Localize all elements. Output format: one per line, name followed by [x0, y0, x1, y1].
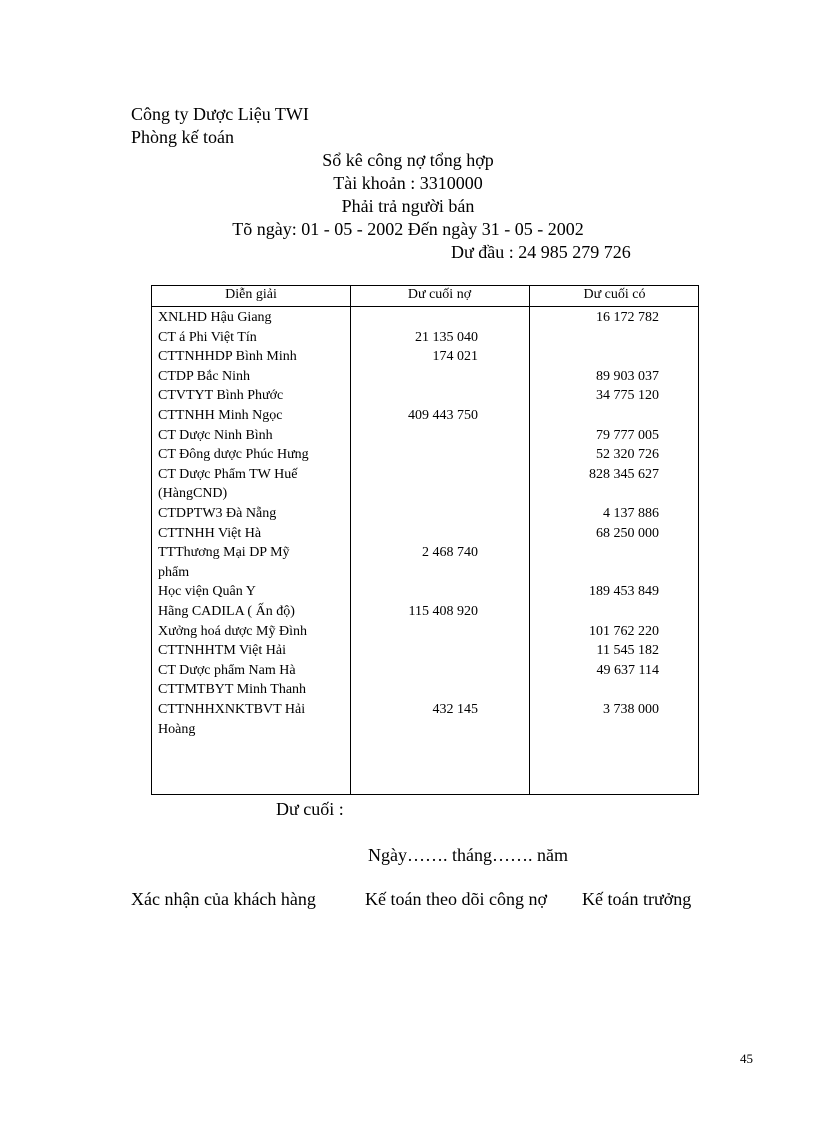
row-credit: 189 453 849 [589, 584, 659, 600]
table-row [152, 543, 700, 563]
row-description: CTTNHHDP Bình Minh [158, 349, 297, 365]
column-header-description: Diễn giải [225, 287, 277, 302]
account-subject: Phải trả người bán [341, 196, 475, 216]
ledger-table [151, 285, 699, 795]
row-description: TTThương Mại DP Mỹ [158, 545, 290, 561]
opening-balance: Dư đầu : 24 985 279 726 [451, 242, 631, 262]
row-credit: 3 738 000 [603, 702, 659, 717]
row-description: (HàngCND) [158, 486, 228, 502]
row-debit: 115 408 920 [408, 604, 478, 619]
row-description: CTDP Bắc Ninh [158, 368, 251, 384]
row-description: CTTNHHXNKTBVT Hải [158, 702, 306, 717]
table-row [152, 622, 700, 642]
table-row [152, 347, 700, 367]
row-description: Xưởng hoá dược Mỹ Đình [158, 623, 307, 639]
row-debit: 432 145 [432, 702, 478, 717]
row-debit: 174 021 [432, 349, 478, 365]
closing-balance-label: Dư cuối : [276, 799, 344, 819]
row-description: CTTNHHTM Việt Hải [158, 643, 286, 659]
table-row [152, 641, 700, 661]
table-row [152, 484, 700, 504]
account-number: Tài khoản : 3310000 [333, 173, 483, 193]
header-divider [152, 306, 698, 307]
signature-debt-accountant: Kế toán theo dõi công nợ [365, 889, 547, 909]
row-description: CT Đông dược Phúc Hưng [158, 447, 309, 463]
row-credit: 68 250 000 [596, 525, 659, 541]
table-row [152, 386, 700, 406]
period-range: Tõ ngày: 01 - 05 - 2002 Đến ngày 31 - 05 - 2002 [232, 219, 584, 239]
column-header-credit: Dư cuối có [583, 287, 646, 302]
row-credit: 828 345 627 [589, 466, 659, 482]
row-description: CTTNHH Minh Ngọc [158, 408, 283, 423]
table-row [152, 563, 700, 583]
row-description: CT Dược Phẩm TW Huế [158, 466, 298, 482]
row-credit: 89 903 037 [596, 368, 659, 384]
table-row [152, 720, 700, 740]
company-name: Công ty Dược Liệu TWI [131, 104, 309, 124]
table-row [152, 465, 700, 485]
column-header-debit: Dư cuối nợ [407, 287, 472, 302]
table-row [152, 602, 700, 622]
table-row [152, 582, 700, 602]
table-row [152, 700, 700, 720]
row-credit: 34 775 120 [596, 388, 659, 404]
row-description: phẩm [158, 564, 190, 580]
row-credit: 4 137 886 [603, 506, 659, 521]
row-description: CTTNHH Việt Hà [158, 525, 262, 541]
table-row [152, 308, 700, 328]
table-row [152, 406, 700, 426]
row-description: Học viện Quân Y [158, 584, 256, 600]
table-row [152, 504, 700, 524]
row-description: CTDPTW3 Đà Nẵng [158, 506, 277, 521]
department-name: Phòng kế toán [131, 127, 234, 147]
row-description: CTVTYT Bình Phước [158, 388, 284, 404]
table-row [152, 426, 700, 446]
table-row [152, 328, 700, 348]
document-title: Sổ kê công nợ tổng hợp [322, 150, 494, 170]
page-number: 45 [740, 1051, 753, 1066]
row-credit: 101 762 220 [589, 623, 659, 639]
table-row [152, 445, 700, 465]
row-credit: 49 637 114 [596, 662, 659, 678]
table-row [152, 661, 700, 681]
row-debit: 21 135 040 [415, 329, 478, 345]
row-description: CT á Phi Việt Tín [158, 329, 257, 345]
row-description: CTTMTBYT Minh Thanh [158, 682, 307, 698]
row-debit: 2 468 740 [422, 545, 478, 561]
row-description: Hãng CADILA ( Ấn độ) [158, 604, 295, 619]
row-debit: 409 443 750 [408, 408, 478, 423]
table-row [152, 680, 700, 700]
row-credit: 79 777 005 [596, 427, 659, 443]
row-credit: 52 320 726 [596, 447, 659, 463]
row-description: Hoàng [158, 721, 196, 737]
row-description: CT Dược phẩm Nam Hà [158, 662, 296, 678]
row-description: CT Dược Ninh Bình [158, 427, 273, 443]
date-line: Ngày……. tháng……. năm [368, 845, 568, 865]
signature-customer: Xác nhận của khách hàng [131, 889, 316, 909]
row-description: XNLHD Hậu Giang [158, 310, 272, 325]
signature-chief-accountant: Kế toán trưởng [582, 889, 692, 909]
row-credit: 16 172 782 [596, 310, 659, 325]
table-row [152, 367, 700, 387]
table-row [152, 524, 700, 544]
row-credit: 11 545 182 [596, 643, 659, 659]
